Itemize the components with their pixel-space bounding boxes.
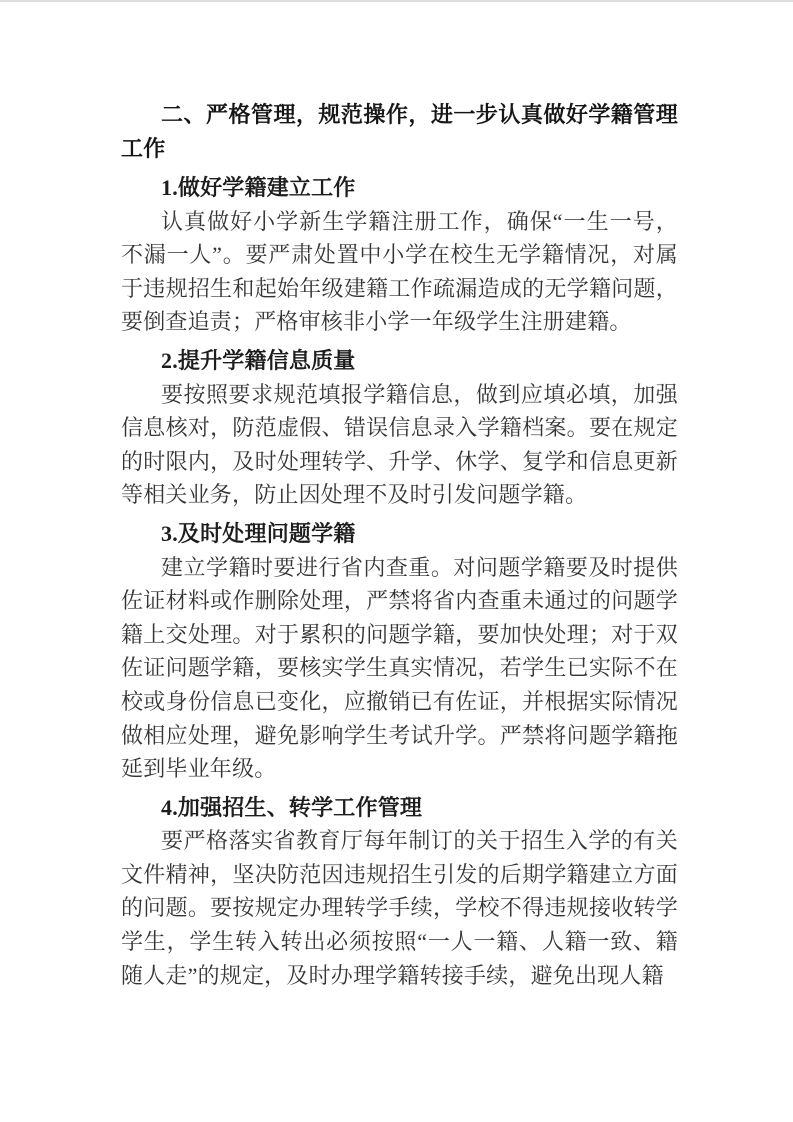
section-3-title: 3.及时处理问题学籍 <box>161 520 356 546</box>
section-1-title: 1.做好学籍建立工作 <box>161 175 356 200</box>
document-content <box>121 98 678 992</box>
section-3 <box>121 517 678 786</box>
section-4-title: 4.加强招生、转学工作管理 <box>161 794 423 820</box>
section-2-title: 2.提升学籍信息质量 <box>161 347 356 373</box>
section-4 <box>121 791 678 993</box>
section-1 <box>121 171 678 339</box>
section-2-paragraph: 要按照要求规范填报学籍信息，做到应填必填，加强信息核对，防范虚假、错误信息录入学籍档案。要在规定的时限内，及时处理转学、升学、休学、复学和信息更新等相关业务，防止因处理不及时引发问题学籍。 <box>121 381 678 508</box>
section-2 <box>121 344 678 512</box>
section-4-paragraph: 要严格落实省教育厅每年制订的关于招生入学的有关文件精神，坚决防范因违规招生引发的后期学籍建立方面的问题。要按规定办理转学手续，学校不得违规接收转学学生，学生转入转出必须按照“一人一籍、人籍一致、籍随人走”的规定，及时办理学籍转接手续，避免出现人籍 <box>121 828 678 988</box>
section-1-paragraph: 认真做好小学新生学籍注册工作，确保“一生一号，不漏一人”。要严肃处置中小学在校生无学籍情况，对属于违规招生和起始年级建籍工作疏漏造成的无学籍问题，要倒查追责；严格审核非小学一年级学生注册建籍。 <box>121 208 678 335</box>
section-3-paragraph: 建立学籍时要进行省内查重。对问题学籍要及时提供佐证材料或作删除处理，严禁将省内查重未通过的问题学籍上交处理。对于累积的问题学籍，要加快处理；对于双佐证问题学籍，要核实学生真实情况，若学生已实际不在校或身份信息已变化，应撤销已有佐证，并根据实际情况做相应处理，避免影响学生考试升学。严禁将问题学籍拖延到毕业年级。 <box>121 554 678 782</box>
doc-heading: 二、严格管理，规范操作，进一步认真做好学籍管理工作 <box>121 102 678 161</box>
page-top-edge-line <box>0 0 793 2</box>
